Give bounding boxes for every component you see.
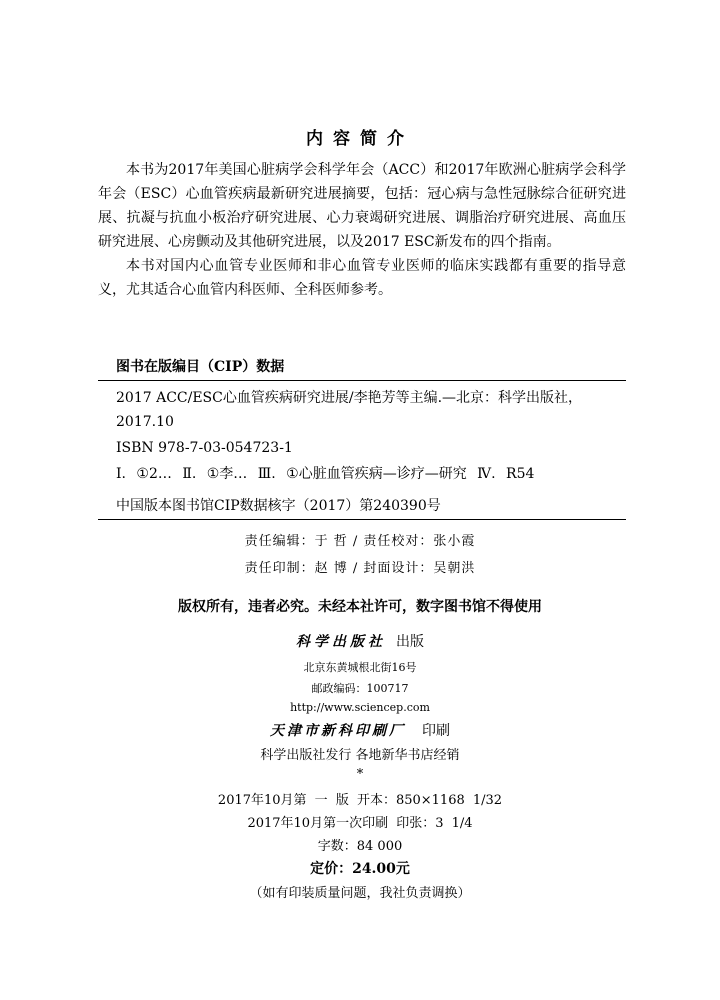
credits-editors: 责任编辑：于 哲 / 责任校对：张小霞 [244, 534, 476, 549]
summary-body [98, 158, 626, 302]
printer-line [0, 720, 720, 740]
credits-production: 责任印制：赵 博 / 封面设计：吴朝洪 [244, 561, 476, 576]
separator-asterisk: * [356, 767, 364, 782]
printing-line: 2017年10月第一次印刷 印张：3 1/4 [247, 816, 473, 831]
price: 定价：24.00元 [310, 861, 410, 877]
word-count: 字数：84 000 [317, 839, 403, 854]
publisher-logo: 科学出版社 [296, 634, 386, 650]
cip-bottom-rule [98, 519, 626, 520]
cip-top-rule [98, 380, 626, 381]
summary-paragraph-2: 本书对国内心血管专业医师和非心血管专业医师的临床实践都有重要的指导意义，尤其适合心血管内科医师、全科医师参考。 [98, 258, 626, 298]
publisher-line [0, 631, 720, 651]
distribution-line: 科学出版社发行 各地新华书店经销 [260, 748, 460, 763]
summary-paragraph-1: 本书为2017年美国心脏病学会科学年会（ACC）和2017年欧洲心脏病学会科学年会（ESC）心血管疾病最新研究进展摘要，包括：冠心病与急性冠脉综合征研究进展、抗凝与抗血小板治疗研究进展、心力衰竭研究进展、调脂治疗研究进展、高血压研究进展、心房颤动及其他研究进展，以及2017 ESC新发布的四个指南。 [98, 162, 626, 250]
cip-record-number: 中国版本图书馆CIP数据核字（2017）第240390号 [116, 498, 441, 514]
edition-line: 2017年10月第 一 版 开本：850×1168 1/32 [217, 793, 503, 808]
publisher-url: http://www.sciencep.com [290, 701, 430, 714]
quality-note: （如有印装质量问题，我社负责调换） [249, 886, 471, 901]
cip-bibliographic: 2017 ACC/ESC心血管疾病研究进展/李艳芳等主编.—北京：科学出版社，2017.10 [116, 390, 583, 430]
printer-name: 天津市新科印刷厂 [270, 723, 406, 739]
publisher-suffix: 出版 [396, 634, 424, 650]
printer-suffix: 印刷 [422, 723, 450, 739]
publisher-address: 北京东黄城根北街16号 [303, 661, 417, 674]
summary-title: 内容简介 [306, 129, 414, 149]
cip-heading: 图书在版编目（CIP）数据 [116, 359, 285, 375]
cip-classification: Ⅰ. ①2… Ⅱ. ①李… Ⅲ. ①心脏血管疾病—诊疗—研究 Ⅳ. R54 [116, 466, 535, 482]
copyright-notice: 版权所有，违者必究。未经本社许可，数字图书馆不得使用 [178, 599, 542, 615]
publisher-postcode: 邮政编码：100717 [311, 682, 409, 695]
cip-isbn: ISBN 978-7-03-054723-1 [116, 440, 293, 456]
